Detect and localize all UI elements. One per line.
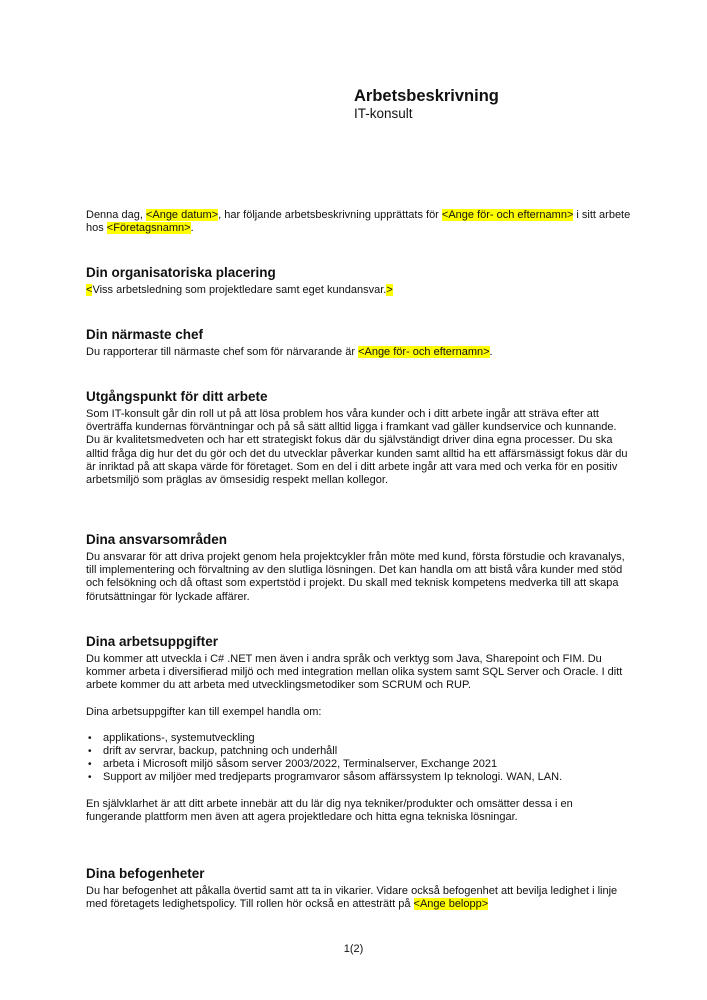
boss-text: Du rapporterar till närmaste chef som för närvarande är	[86, 346, 359, 358]
org-text[interactable]: Viss arbetsledning som projektledare samt eget kundansvar.	[92, 284, 387, 296]
responsibilities-text: Du ansvarar för att driva projekt genom hela projektcykler från möte med kund, första förstudie och kravanalys, till implementering och förvaltning av den slutliga lösningen. Det kan handla om att bistå våra kunder med stöd och felsökning och då oftast som expertstöd i projekt. Du skall med teknisk kompetens medverka till att skapa förutsättningar för lyckade affärer.	[86, 551, 625, 603]
section-boss	[86, 327, 631, 359]
period: .	[489, 346, 493, 358]
section-heading: Din organisatoriska placering	[86, 265, 276, 280]
page-number: 1(2)	[343, 943, 364, 955]
name-placeholder[interactable]: <Ange för- och efternamn>	[441, 209, 574, 221]
list-item: • Support av miljöer med tredjeparts programvaror såsom affärssystem Ip teknologi. WAN, LAN.	[86, 771, 631, 784]
section-heading: Din närmaste chef	[86, 327, 204, 342]
authority-text: Du har befogenhet att påkalla övertid samt att ta in vikarier. Vidare också befogenhet att bevilja ledighet i linje med företagets ledighetspolicy. Till rollen hör också en attesträtt på	[86, 885, 618, 911]
basis-text: Som IT-konsult går din roll ut på att lösa problem hos våra kunder och i ditt arbete ingår att sträva efter att överträffa kundernas förväntningar och på så sätt alltid ligga i framkant vad gäller kundservice och kunnande. Du är kvalitetsmedveten och har ett strategiskt fokus där du självständigt driver dina egna processer. Du ska alltid fråga dig hur det du gör och det du utvecklar påverkar kunden samt alltid ha ett affärsmässigt fokus där du är inriktad på att skapa värde för företaget. Som en del i ditt arbete ingår att vara med och verka för en positiv arbetsmiljö som präglas av ömsesidig respekt mellan kollegor.	[86, 408, 628, 487]
document-title: Arbetsbeskrivning	[354, 87, 499, 105]
tasks-list	[86, 732, 631, 785]
boss-name-placeholder[interactable]: <Ange för- och efternamn>	[358, 346, 490, 358]
section-heading: Dina ansvarsområden	[86, 532, 228, 547]
title-block	[354, 86, 499, 122]
date-placeholder[interactable]: <Ange datum>	[145, 209, 219, 221]
list-item: • drift av servrar, backup, patchning och underhåll	[86, 745, 631, 758]
tasks-text: Du kommer att utveckla i C# .NET men även i andra språk och verktyg som Java, Sharepoint och FIM. Du kommer arbeta i diversifierad miljö och med integration mellan olika system samt SQL Server och Oracle. I ditt arbete kommer du att arbeta med utvecklingsmetodiker som SCRUM och RUP.	[86, 653, 623, 692]
intro-text-4: .	[190, 222, 194, 235]
section-authority	[86, 866, 631, 911]
close-bracket: >	[386, 284, 393, 296]
open-bracket: <	[86, 284, 93, 296]
intro-text-3: i sitt arbete hos	[86, 209, 631, 235]
document-subtitle: IT-konsult	[354, 106, 413, 121]
intro-text-1: Denna dag,	[86, 209, 146, 221]
list-item: • applikations-, systemutveckling	[86, 732, 631, 745]
section-responsibilities	[86, 532, 631, 604]
amount-placeholder[interactable]: <Ange belopp>	[413, 898, 489, 911]
intro-text-2: , har följande arbetsbeskrivning upprättats för	[218, 209, 442, 221]
tasks-outro: En självklarhet är att ditt arbete innebär att du lär dig nya tekniker/produkter och omsätter dessa i en fungerande plattform men även att agera projektledare och hitta egna tekniska lösningar.	[86, 797, 573, 823]
section-org	[86, 265, 631, 297]
intro-paragraph	[86, 209, 631, 235]
company-placeholder[interactable]: <Företagsnamn>	[106, 222, 191, 235]
section-heading: Dina befogenheter	[86, 866, 205, 881]
section-tasks	[86, 634, 631, 824]
section-heading: Utgångspunkt för ditt arbete	[86, 389, 268, 404]
list-item: • arbeta i Microsoft miljö såsom server 2003/2022, Terminalserver, Exchange 2021	[86, 758, 631, 771]
tasks-list-intro: Dina arbetsuppgifter kan till exempel handla om:	[86, 705, 322, 718]
section-heading: Dina arbetsuppgifter	[86, 634, 219, 649]
section-basis	[86, 389, 631, 487]
